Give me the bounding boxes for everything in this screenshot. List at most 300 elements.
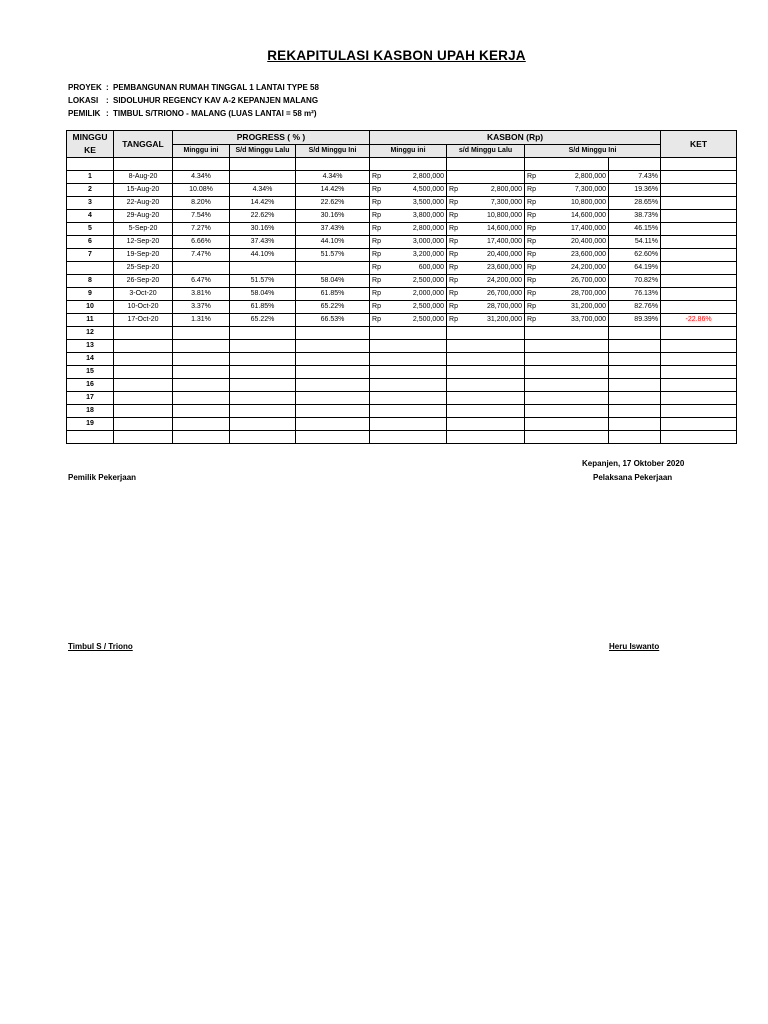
- empty-cell: [173, 392, 230, 405]
- cell-ket: [661, 262, 737, 275]
- empty-cell: [296, 340, 370, 353]
- cell-progress-sd: 4.34%: [296, 171, 370, 184]
- cell-progress-lalu: 37.43%: [230, 236, 296, 249]
- info-label: LOKASI: [68, 96, 99, 105]
- info-label: PROYEK: [68, 83, 102, 92]
- contractor-name: Heru Iswanto: [609, 642, 660, 651]
- currency-label: Rp: [372, 212, 381, 219]
- empty-cell: [114, 392, 173, 405]
- cell-kasbon-ini: [370, 197, 447, 210]
- empty-cell: [661, 405, 737, 418]
- amount-value: 2,500,000: [412, 277, 445, 284]
- info-label: PEMILIK: [68, 109, 101, 118]
- empty-cell: [609, 353, 661, 366]
- cell-kasbon-lalu: [447, 262, 525, 275]
- cell-kasbon-lalu: [447, 171, 525, 184]
- cell-kasbon-lalu: [447, 236, 525, 249]
- cell-kasbon-lalu: [447, 301, 525, 314]
- cell-tanggal: 19-Sep-20: [114, 249, 173, 262]
- currency-label: Rp: [527, 303, 536, 310]
- cell-progress-sd: 22.62%: [296, 197, 370, 210]
- amount-value: 24,200,000: [570, 264, 607, 271]
- empty-cell: [609, 327, 661, 340]
- amount-value: 23,600,000: [570, 251, 607, 258]
- empty-cell: [230, 353, 296, 366]
- cell-kasbon-ini: [370, 301, 447, 314]
- cell-progress-ini: 10.08%: [173, 184, 230, 197]
- table-row: [67, 262, 737, 275]
- cell-ket: [661, 236, 737, 249]
- currency-label: Rp: [527, 212, 536, 219]
- empty-cell: [447, 431, 525, 444]
- cell-progress-lalu: 4.34%: [230, 184, 296, 197]
- cell-progress-sd: 61.85%: [296, 288, 370, 301]
- header-progress: PROGRESS ( % ): [173, 131, 370, 145]
- cell-progress-lalu: [230, 171, 296, 184]
- currency-label: Rp: [527, 316, 536, 323]
- empty-cell: [609, 366, 661, 379]
- cell-kasbon-pct: 7.43%: [609, 171, 661, 184]
- cell-kasbon-pct: 28.65%: [609, 197, 661, 210]
- cell-kasbon-lalu: [447, 249, 525, 262]
- empty-cell: [661, 379, 737, 392]
- cell-progress-sd: 51.57%: [296, 249, 370, 262]
- empty-cell: [661, 327, 737, 340]
- info-value: PEMBANGUNAN RUMAH TINGGAL 1 LANTAI TYPE 58: [113, 83, 319, 92]
- currency-label: Rp: [527, 264, 536, 271]
- header-kasbon-sd-ini: S/d Minggu Ini: [525, 144, 661, 158]
- cell-kasbon-lalu: [447, 210, 525, 223]
- amount-value: 23,600,000: [486, 264, 523, 271]
- currency-label: Rp: [527, 290, 536, 297]
- empty-cell: [173, 418, 230, 431]
- cell-kasbon-sd: [525, 314, 609, 327]
- amount-value: 31,200,000: [570, 303, 607, 310]
- empty-cell: [114, 327, 173, 340]
- cell-minggu: 10: [67, 301, 114, 314]
- table-row: [67, 431, 737, 444]
- empty-cell: [370, 418, 447, 431]
- cell-kasbon-lalu: [447, 314, 525, 327]
- header-minggu-ke: MINGGU KE: [67, 131, 114, 158]
- empty-cell: [296, 366, 370, 379]
- currency-label: Rp: [449, 303, 458, 310]
- cell-kasbon-sd: [525, 262, 609, 275]
- cell-ket: [661, 301, 737, 314]
- cell-kasbon-sd: [525, 249, 609, 262]
- empty-cell: [296, 431, 370, 444]
- cell-kasbon-sd: [525, 301, 609, 314]
- table-row: [67, 236, 737, 249]
- empty-cell: [525, 418, 609, 431]
- empty-cell: [296, 418, 370, 431]
- empty-cell: [114, 366, 173, 379]
- empty-cell: [609, 405, 661, 418]
- currency-label: Rp: [372, 264, 381, 271]
- empty-cell: [230, 366, 296, 379]
- cell-progress-lalu: 58.04%: [230, 288, 296, 301]
- info-value: TIMBUL S/TRIONO - MALANG (LUAS LANTAI = 58 m²): [113, 109, 317, 118]
- cell-progress-lalu: 22.62%: [230, 210, 296, 223]
- amount-value: 26,700,000: [570, 277, 607, 284]
- empty-cell: [173, 379, 230, 392]
- cell-minggu: 3: [67, 197, 114, 210]
- cell-minggu: 8: [67, 275, 114, 288]
- amount-value: 33,700,000: [570, 316, 607, 323]
- cell-tanggal: 25-Sep-20: [114, 262, 173, 275]
- table-row: [67, 197, 737, 210]
- empty-cell: [173, 340, 230, 353]
- cell-progress-ini: 3.37%: [173, 301, 230, 314]
- table-row: [67, 275, 737, 288]
- cell-kasbon-lalu: [447, 197, 525, 210]
- empty-cell: [370, 379, 447, 392]
- cell-kasbon-pct: 89.39%: [609, 314, 661, 327]
- cell-kasbon-ini: [370, 262, 447, 275]
- cell-kasbon-pct: 70.82%: [609, 275, 661, 288]
- amount-value: 17,400,000: [486, 238, 523, 245]
- currency-label: Rp: [372, 186, 381, 193]
- empty-cell: [447, 353, 525, 366]
- currency-label: Rp: [527, 238, 536, 245]
- empty-cell: [661, 392, 737, 405]
- empty-cell: [370, 431, 447, 444]
- cell-ket: [661, 275, 737, 288]
- amount-value: 4,500,000: [412, 186, 445, 193]
- cell-ket: [661, 249, 737, 262]
- cell-kasbon-ini: [370, 275, 447, 288]
- cell-ket: [661, 197, 737, 210]
- currency-label: Rp: [449, 186, 458, 193]
- empty-cell: [447, 340, 525, 353]
- cell-progress-sd: 37.43%: [296, 223, 370, 236]
- cell-progress-lalu: 14.42%: [230, 197, 296, 210]
- cell-ket: [661, 171, 737, 184]
- table-row: [67, 314, 737, 327]
- info-row-proyek: PROYEK : PEMBANGUNAN RUMAH TINGGAL 1 LANTAI TYPE 58: [68, 83, 319, 92]
- cell-tanggal: 22-Aug-20: [114, 197, 173, 210]
- empty-cell: [525, 327, 609, 340]
- amount-value: 2,800,000: [490, 186, 523, 193]
- cell-progress-sd: 30.16%: [296, 210, 370, 223]
- empty-cell: [447, 392, 525, 405]
- amount-value: 2,000,000: [412, 290, 445, 297]
- cell-kasbon-sd: [525, 184, 609, 197]
- cell-kasbon-sd: [525, 223, 609, 236]
- empty-cell: [296, 327, 370, 340]
- table-row: [67, 405, 737, 418]
- empty-cell: [609, 392, 661, 405]
- cell-progress-ini: 8.20%: [173, 197, 230, 210]
- amount-value: 7,300,000: [490, 199, 523, 206]
- empty-cell: [609, 431, 661, 444]
- currency-label: Rp: [372, 251, 381, 258]
- cell-ket: [661, 210, 737, 223]
- currency-label: Rp: [527, 225, 536, 232]
- cell-kasbon-ini: [370, 249, 447, 262]
- empty-cell: [173, 366, 230, 379]
- cell-kasbon-sd: [525, 288, 609, 301]
- cell-minggu: 7: [67, 249, 114, 262]
- amount-value: 2,800,000: [412, 225, 445, 232]
- cell-tanggal: 5-Sep-20: [114, 223, 173, 236]
- empty-cell: [370, 340, 447, 353]
- empty-cell: [447, 418, 525, 431]
- empty-cell: [447, 366, 525, 379]
- empty-cell: [609, 340, 661, 353]
- cell-ket: [661, 288, 737, 301]
- header-progress-sd-ini: S/d Minggu Ini: [296, 144, 370, 158]
- cell-tanggal: 15-Aug-20: [114, 184, 173, 197]
- empty-cell: [447, 327, 525, 340]
- cell-progress-lalu: [230, 262, 296, 275]
- header-progress-minggu-ini: Minggu ini: [173, 144, 230, 158]
- cell-minggu: 16: [67, 379, 114, 392]
- table-row: [67, 184, 737, 197]
- cell-minggu: 19: [67, 418, 114, 431]
- table-row: [67, 340, 737, 353]
- empty-cell: [296, 405, 370, 418]
- empty-cell: [370, 353, 447, 366]
- owner-name: Timbul S / Triono: [68, 642, 133, 651]
- cell-progress-sd: 44.10%: [296, 236, 370, 249]
- currency-label: Rp: [372, 290, 381, 297]
- cell-kasbon-pct: 54.11%: [609, 236, 661, 249]
- empty-cell: [370, 366, 447, 379]
- cell-kasbon-pct: 46.15%: [609, 223, 661, 236]
- table-row: [67, 301, 737, 314]
- info-value: SIDOLUHUR REGENCY KAV A-2 KEPANJEN MALANG: [113, 96, 319, 105]
- empty-cell: [447, 405, 525, 418]
- contractor-role: Pelaksana Pekerjaan: [593, 473, 673, 482]
- amount-value: 26,700,000: [486, 290, 523, 297]
- empty-cell: [525, 431, 609, 444]
- empty-cell: [370, 327, 447, 340]
- cell-kasbon-sd: [525, 171, 609, 184]
- table-row: [67, 223, 737, 236]
- cell-minggu: 18: [67, 405, 114, 418]
- empty-cell: [661, 353, 737, 366]
- cell-progress-ini: 1.31%: [173, 314, 230, 327]
- cell-ket: [661, 184, 737, 197]
- cell-progress-lalu: 30.16%: [230, 223, 296, 236]
- amount-value: 2,500,000: [412, 316, 445, 323]
- empty-cell: [230, 392, 296, 405]
- cell-tanggal: 10-Oct-20: [114, 301, 173, 314]
- header-tanggal: TANGGAL: [114, 131, 173, 158]
- cell-progress-sd: 58.04%: [296, 275, 370, 288]
- empty-cell: [230, 379, 296, 392]
- empty-cell: [525, 392, 609, 405]
- currency-label: Rp: [449, 212, 458, 219]
- header-progress-sd-lalu: S/d Minggu Lalu: [230, 144, 296, 158]
- cell-tanggal: 17-Oct-20: [114, 314, 173, 327]
- empty-cell: [525, 405, 609, 418]
- currency-label: Rp: [527, 277, 536, 284]
- cell-minggu: 6: [67, 236, 114, 249]
- cell-kasbon-ini: [370, 314, 447, 327]
- header-kasbon-minggu-ini: Minggu ini: [370, 144, 447, 158]
- cell-progress-sd: 66.53%: [296, 314, 370, 327]
- owner-role: Pemilik Pekerjaan: [68, 473, 137, 482]
- header-kasbon-sd-lalu: s/d Minggu Lalu: [447, 144, 525, 158]
- empty-cell: [525, 340, 609, 353]
- kasbon-table: [66, 130, 737, 444]
- cell-progress-sd: [296, 262, 370, 275]
- header-kasbon: KASBON (Rp): [370, 131, 661, 145]
- table-row: [67, 288, 737, 301]
- amount-value: 28,700,000: [486, 303, 523, 310]
- empty-cell: [173, 431, 230, 444]
- cell-kasbon-lalu: [447, 223, 525, 236]
- table-row: [67, 210, 737, 223]
- cell-progress-lalu: 44.10%: [230, 249, 296, 262]
- document-title: REKAPITULASI KASBON UPAH KERJA: [267, 48, 526, 63]
- cell-progress-lalu: 61.85%: [230, 301, 296, 314]
- currency-label: Rp: [449, 277, 458, 284]
- cell-progress-ini: [173, 262, 230, 275]
- empty-cell: [296, 353, 370, 366]
- currency-label: Rp: [372, 238, 381, 245]
- cell-progress-ini: 3.81%: [173, 288, 230, 301]
- empty-cell: [609, 379, 661, 392]
- cell-kasbon-lalu: [447, 275, 525, 288]
- cell-minggu: 5: [67, 223, 114, 236]
- cell-progress-ini: 7.27%: [173, 223, 230, 236]
- cell-minggu: 14: [67, 353, 114, 366]
- empty-cell: [525, 379, 609, 392]
- empty-cell: [230, 418, 296, 431]
- empty-cell: [173, 405, 230, 418]
- cell-minggu: 2: [67, 184, 114, 197]
- cell-kasbon-pct: 76.13%: [609, 288, 661, 301]
- cell-progress-sd: 65.22%: [296, 301, 370, 314]
- cell-kasbon-pct: 82.76%: [609, 301, 661, 314]
- empty-cell: [661, 418, 737, 431]
- currency-label: Rp: [527, 251, 536, 258]
- cell-kasbon-ini: [370, 171, 447, 184]
- cell-minggu: 1: [67, 171, 114, 184]
- empty-cell: [525, 353, 609, 366]
- amount-value: 3,800,000: [412, 212, 445, 219]
- cell-minggu: 17: [67, 392, 114, 405]
- table-row: [67, 366, 737, 379]
- cell-progress-ini: 7.47%: [173, 249, 230, 262]
- empty-cell: [114, 418, 173, 431]
- cell-kasbon-ini: [370, 184, 447, 197]
- place-date: Kepanjen, 17 Oktober 2020: [582, 459, 685, 468]
- currency-label: Rp: [527, 173, 536, 180]
- empty-cell: [609, 418, 661, 431]
- empty-cell: [230, 431, 296, 444]
- cell-kasbon-pct: 64.19%: [609, 262, 661, 275]
- cell-minggu: [67, 431, 114, 444]
- empty-cell: [173, 327, 230, 340]
- cell-ket: -22.86%: [661, 314, 737, 327]
- currency-label: Rp: [372, 303, 381, 310]
- cell-kasbon-sd: [525, 210, 609, 223]
- amount-value: 14,600,000: [570, 212, 607, 219]
- amount-value: 7,300,000: [574, 186, 607, 193]
- empty-cell: [230, 340, 296, 353]
- empty-cell: [661, 431, 737, 444]
- amount-value: 2,800,000: [574, 173, 607, 180]
- currency-label: Rp: [372, 173, 381, 180]
- cell-minggu: 4: [67, 210, 114, 223]
- empty-cell: [661, 340, 737, 353]
- amount-value: 10,800,000: [486, 212, 523, 219]
- currency-label: Rp: [527, 186, 536, 193]
- amount-value: 10,800,000: [570, 199, 607, 206]
- cell-kasbon-pct: 19.36%: [609, 184, 661, 197]
- amount-value: 24,200,000: [486, 277, 523, 284]
- amount-value: 600,000: [418, 264, 445, 271]
- cell-progress-lalu: 51.57%: [230, 275, 296, 288]
- amount-value: 14,600,000: [486, 225, 523, 232]
- empty-cell: [370, 405, 447, 418]
- currency-label: Rp: [449, 264, 458, 271]
- cell-kasbon-pct: 62.60%: [609, 249, 661, 262]
- table-row: [67, 418, 737, 431]
- currency-label: Rp: [372, 316, 381, 323]
- cell-tanggal: 8-Aug-20: [114, 171, 173, 184]
- table-row: [67, 249, 737, 262]
- currency-label: Rp: [449, 316, 458, 323]
- amount-value: 3,000,000: [412, 238, 445, 245]
- cell-kasbon-sd: [525, 236, 609, 249]
- info-row-lokasi: LOKASI : SIDOLUHUR REGENCY KAV A-2 KEPANJEN MALANG: [68, 96, 319, 105]
- empty-cell: [525, 366, 609, 379]
- cell-minggu: 12: [67, 327, 114, 340]
- currency-label: Rp: [449, 199, 458, 206]
- empty-cell: [114, 353, 173, 366]
- table-row: [67, 353, 737, 366]
- currency-label: Rp: [372, 199, 381, 206]
- cell-tanggal: 12-Sep-20: [114, 236, 173, 249]
- amount-value: 20,400,000: [570, 238, 607, 245]
- amount-value: 17,400,000: [570, 225, 607, 232]
- table-row: [67, 327, 737, 340]
- currency-label: Rp: [449, 290, 458, 297]
- empty-cell: [114, 379, 173, 392]
- empty-cell: [296, 379, 370, 392]
- currency-label: Rp: [372, 225, 381, 232]
- cell-kasbon-ini: [370, 288, 447, 301]
- currency-label: Rp: [449, 251, 458, 258]
- empty-cell: [370, 392, 447, 405]
- empty-cell: [114, 405, 173, 418]
- amount-value: 28,700,000: [570, 290, 607, 297]
- header-ket: KET: [661, 131, 737, 158]
- currency-label: Rp: [449, 225, 458, 232]
- cell-progress-lalu: 65.22%: [230, 314, 296, 327]
- cell-kasbon-ini: [370, 223, 447, 236]
- cell-kasbon-pct: 38.73%: [609, 210, 661, 223]
- empty-cell: [296, 392, 370, 405]
- table-body: [67, 158, 737, 444]
- amount-value: 31,200,000: [486, 316, 523, 323]
- cell-progress-sd: 14.42%: [296, 184, 370, 197]
- cell-minggu: [67, 262, 114, 275]
- table-row: [67, 171, 737, 184]
- cell-kasbon-ini: [370, 236, 447, 249]
- amount-value: 3,200,000: [412, 251, 445, 258]
- empty-cell: [230, 405, 296, 418]
- empty-cell: [230, 327, 296, 340]
- amount-value: 2,500,000: [412, 303, 445, 310]
- cell-tanggal: 29-Aug-20: [114, 210, 173, 223]
- cell-kasbon-ini: [370, 210, 447, 223]
